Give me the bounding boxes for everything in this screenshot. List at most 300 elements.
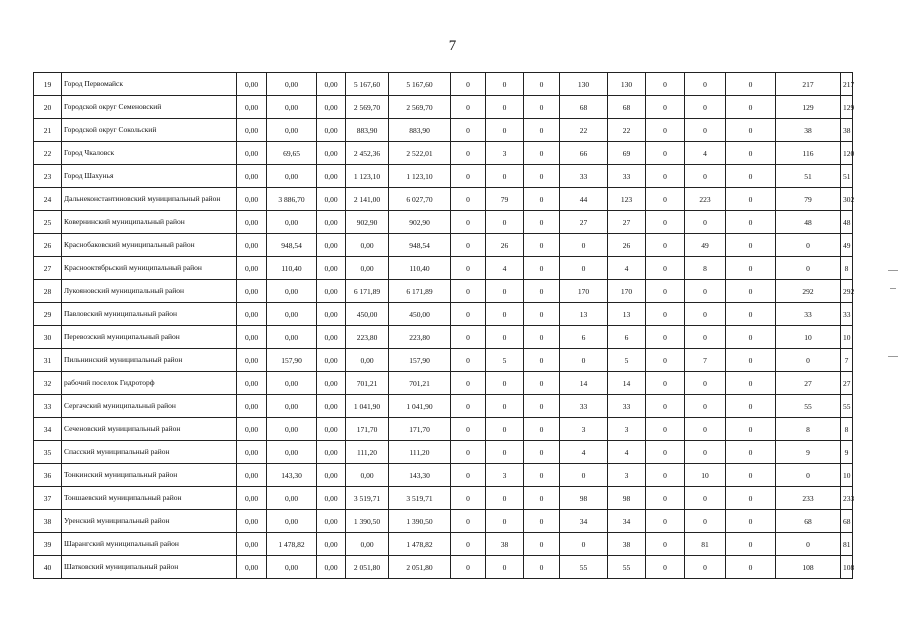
value-cell: 0,00 bbox=[237, 303, 267, 326]
municipality-name: Уренский муниципальный район bbox=[62, 510, 237, 533]
value-cell: 0 bbox=[486, 280, 524, 303]
value-cell: 0 bbox=[726, 96, 776, 119]
value-cell: 0,00 bbox=[317, 372, 346, 395]
value-cell: 0 bbox=[486, 119, 524, 142]
row-number: 35 bbox=[34, 441, 62, 464]
value-cell: 55 bbox=[560, 556, 608, 579]
value-cell: 0 bbox=[726, 418, 776, 441]
value-cell: 0,00 bbox=[237, 96, 267, 119]
value-cell: 0 bbox=[726, 73, 776, 96]
value-cell: 0 bbox=[726, 234, 776, 257]
row-number: 27 bbox=[34, 257, 62, 280]
value-cell: 902,90 bbox=[389, 211, 451, 234]
row-number: 38 bbox=[34, 510, 62, 533]
value-cell: 0 bbox=[685, 510, 726, 533]
value-cell: 79 bbox=[776, 188, 841, 211]
value-cell: 0,00 bbox=[267, 372, 317, 395]
row-number: 32 bbox=[34, 372, 62, 395]
value-cell: 0 bbox=[646, 211, 685, 234]
value-cell: 0 bbox=[451, 211, 486, 234]
value-cell: 0 bbox=[524, 395, 560, 418]
value-cell: 0,00 bbox=[267, 165, 317, 188]
value-cell: 38 bbox=[841, 119, 853, 142]
value-cell: 2 452,36 bbox=[346, 142, 389, 165]
value-cell: 108 bbox=[776, 556, 841, 579]
value-cell: 69,65 bbox=[267, 142, 317, 165]
value-cell: 0,00 bbox=[267, 487, 317, 510]
value-cell: 3 519,71 bbox=[389, 487, 451, 510]
value-cell: 0 bbox=[646, 395, 685, 418]
value-cell: 110,40 bbox=[389, 257, 451, 280]
row-number: 19 bbox=[34, 73, 62, 96]
value-cell: 0,00 bbox=[237, 510, 267, 533]
value-cell: 0 bbox=[726, 142, 776, 165]
value-cell: 0,00 bbox=[237, 326, 267, 349]
value-cell: 0,00 bbox=[267, 395, 317, 418]
value-cell: 0,00 bbox=[317, 533, 346, 556]
value-cell: 2 522,01 bbox=[389, 142, 451, 165]
value-cell: 0 bbox=[486, 211, 524, 234]
value-cell: 120 bbox=[841, 142, 853, 165]
value-cell: 44 bbox=[560, 188, 608, 211]
value-cell: 0 bbox=[726, 257, 776, 280]
municipality-name: Павловский муниципальный район bbox=[62, 303, 237, 326]
value-cell: 0 bbox=[685, 119, 726, 142]
value-cell: 0 bbox=[726, 487, 776, 510]
value-cell: 3 bbox=[560, 418, 608, 441]
value-cell: 81 bbox=[841, 533, 853, 556]
municipality-name: Тонкинский муниципальный район bbox=[62, 464, 237, 487]
value-cell: 0 bbox=[776, 234, 841, 257]
value-cell: 0 bbox=[524, 188, 560, 211]
municipality-name: Спасский муниципальный район bbox=[62, 441, 237, 464]
value-cell: 0 bbox=[726, 211, 776, 234]
value-cell: 14 bbox=[608, 372, 646, 395]
value-cell: 0,00 bbox=[237, 119, 267, 142]
value-cell: 0,00 bbox=[237, 257, 267, 280]
value-cell: 22 bbox=[560, 119, 608, 142]
value-cell: 0,00 bbox=[237, 395, 267, 418]
value-cell: 0 bbox=[524, 441, 560, 464]
value-cell: 0 bbox=[685, 73, 726, 96]
value-cell: 0 bbox=[646, 556, 685, 579]
row-number: 21 bbox=[34, 119, 62, 142]
value-cell: 0 bbox=[646, 349, 685, 372]
value-cell: 0 bbox=[451, 119, 486, 142]
value-cell: 170 bbox=[560, 280, 608, 303]
value-cell: 0,00 bbox=[237, 418, 267, 441]
page-number: 7 bbox=[448, 38, 457, 54]
value-cell: 0 bbox=[685, 211, 726, 234]
data-table bbox=[33, 72, 853, 579]
value-cell: 0,00 bbox=[237, 234, 267, 257]
municipality-name: Ковернинский муниципальный район bbox=[62, 211, 237, 234]
table-row bbox=[34, 418, 853, 441]
value-cell: 0 bbox=[685, 326, 726, 349]
value-cell: 33 bbox=[608, 395, 646, 418]
value-cell: 0 bbox=[685, 441, 726, 464]
value-cell: 0,00 bbox=[267, 73, 317, 96]
value-cell: 0 bbox=[486, 73, 524, 96]
value-cell: 0 bbox=[486, 418, 524, 441]
value-cell: 0 bbox=[451, 556, 486, 579]
value-cell: 2 051,80 bbox=[389, 556, 451, 579]
value-cell: 0 bbox=[726, 188, 776, 211]
row-number: 36 bbox=[34, 464, 62, 487]
value-cell: 0 bbox=[524, 326, 560, 349]
value-cell: 0 bbox=[451, 73, 486, 96]
value-cell: 701,21 bbox=[389, 372, 451, 395]
value-cell: 116 bbox=[776, 142, 841, 165]
value-cell: 0,00 bbox=[237, 533, 267, 556]
value-cell: 13 bbox=[608, 303, 646, 326]
value-cell: 0 bbox=[726, 556, 776, 579]
row-number: 37 bbox=[34, 487, 62, 510]
municipality-name: Сеченовский муниципальный район bbox=[62, 418, 237, 441]
value-cell: 111,20 bbox=[389, 441, 451, 464]
value-cell: 4 bbox=[608, 257, 646, 280]
value-cell: 3 519,71 bbox=[346, 487, 389, 510]
value-cell: 0 bbox=[524, 142, 560, 165]
value-cell: 0,00 bbox=[317, 165, 346, 188]
value-cell: 302 bbox=[841, 188, 853, 211]
value-cell: 27 bbox=[841, 372, 853, 395]
value-cell: 0,00 bbox=[237, 165, 267, 188]
value-cell: 0,00 bbox=[267, 211, 317, 234]
value-cell: 0,00 bbox=[237, 188, 267, 211]
value-cell: 48 bbox=[776, 211, 841, 234]
value-cell: 0 bbox=[646, 372, 685, 395]
municipality-name: рабочий поселок Гидроторф bbox=[62, 372, 237, 395]
value-cell: 0 bbox=[776, 349, 841, 372]
value-cell: 55 bbox=[608, 556, 646, 579]
value-cell: 217 bbox=[841, 73, 853, 96]
value-cell: 0 bbox=[685, 418, 726, 441]
value-cell: 0,00 bbox=[317, 395, 346, 418]
value-cell: 0 bbox=[486, 441, 524, 464]
municipality-name: Дальнеконстантиновский муниципальный район bbox=[62, 188, 237, 211]
value-cell: 0 bbox=[451, 188, 486, 211]
value-cell: 0 bbox=[726, 533, 776, 556]
value-cell: 0,00 bbox=[346, 257, 389, 280]
value-cell: 948,54 bbox=[267, 234, 317, 257]
value-cell: 0 bbox=[486, 487, 524, 510]
value-cell: 81 bbox=[685, 533, 726, 556]
value-cell: 4 bbox=[486, 257, 524, 280]
value-cell: 0 bbox=[486, 303, 524, 326]
value-cell: 0,00 bbox=[267, 280, 317, 303]
value-cell: 98 bbox=[608, 487, 646, 510]
value-cell: 0 bbox=[524, 280, 560, 303]
value-cell: 701,21 bbox=[346, 372, 389, 395]
value-cell: 0,00 bbox=[237, 211, 267, 234]
value-cell: 51 bbox=[841, 165, 853, 188]
value-cell: 157,90 bbox=[389, 349, 451, 372]
value-cell: 0,00 bbox=[317, 326, 346, 349]
table-row bbox=[34, 510, 853, 533]
value-cell: 0,00 bbox=[237, 280, 267, 303]
value-cell: 450,00 bbox=[389, 303, 451, 326]
value-cell: 0,00 bbox=[317, 234, 346, 257]
value-cell: 33 bbox=[776, 303, 841, 326]
table-row bbox=[34, 372, 853, 395]
value-cell: 0 bbox=[726, 349, 776, 372]
value-cell: 0 bbox=[685, 165, 726, 188]
value-cell: 1 390,50 bbox=[389, 510, 451, 533]
value-cell: 0 bbox=[646, 257, 685, 280]
municipality-name: Шарангский муниципальный район bbox=[62, 533, 237, 556]
value-cell: 7 bbox=[841, 349, 853, 372]
value-cell: 0 bbox=[451, 280, 486, 303]
value-cell: 8 bbox=[841, 257, 853, 280]
value-cell: 0,00 bbox=[317, 280, 346, 303]
value-cell: 0 bbox=[524, 234, 560, 257]
value-cell: 2 051,80 bbox=[346, 556, 389, 579]
municipality-name: Городской округ Семеновский bbox=[62, 96, 237, 119]
value-cell: 0 bbox=[486, 165, 524, 188]
table-row bbox=[34, 464, 853, 487]
value-cell: 0 bbox=[726, 464, 776, 487]
value-cell: 0,00 bbox=[346, 464, 389, 487]
value-cell: 0,00 bbox=[237, 556, 267, 579]
value-cell: 233 bbox=[776, 487, 841, 510]
value-cell: 0,00 bbox=[267, 96, 317, 119]
municipality-name: Лукояновский муниципальный район bbox=[62, 280, 237, 303]
value-cell: 1 041,90 bbox=[389, 395, 451, 418]
table-row bbox=[34, 326, 853, 349]
value-cell: 8 bbox=[841, 418, 853, 441]
value-cell: 0,00 bbox=[346, 533, 389, 556]
value-cell: 0 bbox=[726, 326, 776, 349]
value-cell: 79 bbox=[486, 188, 524, 211]
municipality-name: Перевозский муниципальный район bbox=[62, 326, 237, 349]
row-number: 24 bbox=[34, 188, 62, 211]
table-row bbox=[34, 349, 853, 372]
value-cell: 0 bbox=[646, 280, 685, 303]
value-cell: 0 bbox=[524, 556, 560, 579]
value-cell: 6 171,89 bbox=[389, 280, 451, 303]
value-cell: 3 bbox=[608, 418, 646, 441]
value-cell: 129 bbox=[841, 96, 853, 119]
value-cell: 0,00 bbox=[346, 234, 389, 257]
value-cell: 0,00 bbox=[317, 556, 346, 579]
value-cell: 0 bbox=[524, 464, 560, 487]
value-cell: 5 167,60 bbox=[389, 73, 451, 96]
value-cell: 0 bbox=[646, 142, 685, 165]
value-cell: 48 bbox=[841, 211, 853, 234]
value-cell: 5 167,60 bbox=[346, 73, 389, 96]
value-cell: 0 bbox=[646, 303, 685, 326]
value-cell: 0 bbox=[685, 395, 726, 418]
row-number: 22 bbox=[34, 142, 62, 165]
value-cell: 883,90 bbox=[389, 119, 451, 142]
value-cell: 0,00 bbox=[317, 142, 346, 165]
value-cell: 0 bbox=[726, 119, 776, 142]
value-cell: 3 bbox=[486, 464, 524, 487]
value-cell: 0 bbox=[560, 257, 608, 280]
value-cell: 0 bbox=[726, 441, 776, 464]
value-cell: 171,70 bbox=[346, 418, 389, 441]
value-cell: 0 bbox=[726, 280, 776, 303]
value-cell: 8 bbox=[776, 418, 841, 441]
value-cell: 110,40 bbox=[267, 257, 317, 280]
value-cell: 68 bbox=[560, 96, 608, 119]
value-cell: 10 bbox=[776, 326, 841, 349]
municipality-name: Шатковский муниципальный район bbox=[62, 556, 237, 579]
row-number: 25 bbox=[34, 211, 62, 234]
value-cell: 8 bbox=[685, 257, 726, 280]
value-cell: 4 bbox=[560, 441, 608, 464]
value-cell: 0 bbox=[726, 165, 776, 188]
value-cell: 108 bbox=[841, 556, 853, 579]
value-cell: 55 bbox=[841, 395, 853, 418]
value-cell: 0 bbox=[685, 372, 726, 395]
value-cell: 33 bbox=[560, 165, 608, 188]
value-cell: 69 bbox=[608, 142, 646, 165]
value-cell: 68 bbox=[841, 510, 853, 533]
value-cell: 223 bbox=[685, 188, 726, 211]
value-cell: 0 bbox=[524, 96, 560, 119]
value-cell: 66 bbox=[560, 142, 608, 165]
value-cell: 0 bbox=[451, 326, 486, 349]
value-cell: 0 bbox=[451, 395, 486, 418]
value-cell: 0,00 bbox=[317, 464, 346, 487]
value-cell: 0 bbox=[524, 487, 560, 510]
row-number: 34 bbox=[34, 418, 62, 441]
table-body bbox=[34, 73, 853, 579]
value-cell: 0 bbox=[486, 510, 524, 533]
value-cell: 9 bbox=[841, 441, 853, 464]
row-number: 30 bbox=[34, 326, 62, 349]
value-cell: 26 bbox=[608, 234, 646, 257]
value-cell: 0 bbox=[646, 510, 685, 533]
value-cell: 0 bbox=[451, 96, 486, 119]
municipality-name: Город Шахунья bbox=[62, 165, 237, 188]
value-cell: 33 bbox=[608, 165, 646, 188]
value-cell: 27 bbox=[776, 372, 841, 395]
value-cell: 0 bbox=[451, 418, 486, 441]
value-cell: 0 bbox=[726, 372, 776, 395]
value-cell: 0 bbox=[486, 395, 524, 418]
value-cell: 0 bbox=[646, 418, 685, 441]
value-cell: 0,00 bbox=[317, 418, 346, 441]
value-cell: 0,00 bbox=[317, 349, 346, 372]
row-number: 23 bbox=[34, 165, 62, 188]
value-cell: 0 bbox=[486, 372, 524, 395]
value-cell: 0 bbox=[524, 372, 560, 395]
table-row bbox=[34, 257, 853, 280]
value-cell: 0,00 bbox=[317, 510, 346, 533]
value-cell: 0 bbox=[451, 533, 486, 556]
row-number: 20 bbox=[34, 96, 62, 119]
municipality-name: Тоншаевский муниципальный район bbox=[62, 487, 237, 510]
row-number: 40 bbox=[34, 556, 62, 579]
value-cell: 0 bbox=[524, 73, 560, 96]
table-row bbox=[34, 96, 853, 119]
table-row bbox=[34, 556, 853, 579]
municipality-name: Город Чкаловск bbox=[62, 142, 237, 165]
value-cell: 27 bbox=[560, 211, 608, 234]
table-row bbox=[34, 441, 853, 464]
value-cell: 0,00 bbox=[317, 303, 346, 326]
value-cell: 0 bbox=[560, 464, 608, 487]
table-row bbox=[34, 280, 853, 303]
value-cell: 0 bbox=[646, 165, 685, 188]
value-cell: 217 bbox=[776, 73, 841, 96]
value-cell: 34 bbox=[560, 510, 608, 533]
value-cell: 902,90 bbox=[346, 211, 389, 234]
value-cell: 2 141,00 bbox=[346, 188, 389, 211]
value-cell: 292 bbox=[776, 280, 841, 303]
value-cell: 2 569,70 bbox=[346, 96, 389, 119]
value-cell: 0,00 bbox=[237, 464, 267, 487]
value-cell: 123 bbox=[608, 188, 646, 211]
value-cell: 0 bbox=[524, 303, 560, 326]
value-cell: 0,00 bbox=[317, 188, 346, 211]
value-cell: 1 478,82 bbox=[267, 533, 317, 556]
value-cell: 0,00 bbox=[317, 96, 346, 119]
value-cell: 0 bbox=[524, 211, 560, 234]
value-cell: 0 bbox=[776, 257, 841, 280]
value-cell: 0,00 bbox=[237, 73, 267, 96]
value-cell: 0,00 bbox=[317, 487, 346, 510]
value-cell: 4 bbox=[608, 441, 646, 464]
row-number: 39 bbox=[34, 533, 62, 556]
value-cell: 130 bbox=[560, 73, 608, 96]
value-cell: 26 bbox=[486, 234, 524, 257]
value-cell: 0 bbox=[726, 395, 776, 418]
table-row bbox=[34, 395, 853, 418]
value-cell: 1 123,10 bbox=[389, 165, 451, 188]
table-row bbox=[34, 234, 853, 257]
value-cell: 0 bbox=[451, 487, 486, 510]
value-cell: 0 bbox=[524, 257, 560, 280]
margin-mark bbox=[888, 356, 898, 357]
value-cell: 0,00 bbox=[317, 119, 346, 142]
value-cell: 5 bbox=[608, 349, 646, 372]
value-cell: 10 bbox=[841, 464, 853, 487]
value-cell: 22 bbox=[608, 119, 646, 142]
value-cell: 0,00 bbox=[267, 510, 317, 533]
value-cell: 0 bbox=[524, 510, 560, 533]
value-cell: 0 bbox=[451, 303, 486, 326]
value-cell: 0 bbox=[451, 349, 486, 372]
value-cell: 0 bbox=[646, 326, 685, 349]
value-cell: 292 bbox=[841, 280, 853, 303]
value-cell: 5 bbox=[486, 349, 524, 372]
value-cell: 0 bbox=[451, 510, 486, 533]
value-cell: 1 390,50 bbox=[346, 510, 389, 533]
value-cell: 27 bbox=[608, 211, 646, 234]
value-cell: 0 bbox=[776, 464, 841, 487]
value-cell: 0 bbox=[451, 441, 486, 464]
value-cell: 10 bbox=[841, 326, 853, 349]
row-number: 29 bbox=[34, 303, 62, 326]
value-cell: 38 bbox=[486, 533, 524, 556]
row-number: 33 bbox=[34, 395, 62, 418]
value-cell: 7 bbox=[685, 349, 726, 372]
value-cell: 6 027,70 bbox=[389, 188, 451, 211]
value-cell: 68 bbox=[608, 96, 646, 119]
value-cell: 143,30 bbox=[389, 464, 451, 487]
value-cell: 0 bbox=[560, 533, 608, 556]
value-cell: 0,00 bbox=[317, 257, 346, 280]
table-row bbox=[34, 211, 853, 234]
value-cell: 0 bbox=[451, 464, 486, 487]
value-cell: 0 bbox=[451, 234, 486, 257]
table-row bbox=[34, 73, 853, 96]
value-cell: 2 569,70 bbox=[389, 96, 451, 119]
